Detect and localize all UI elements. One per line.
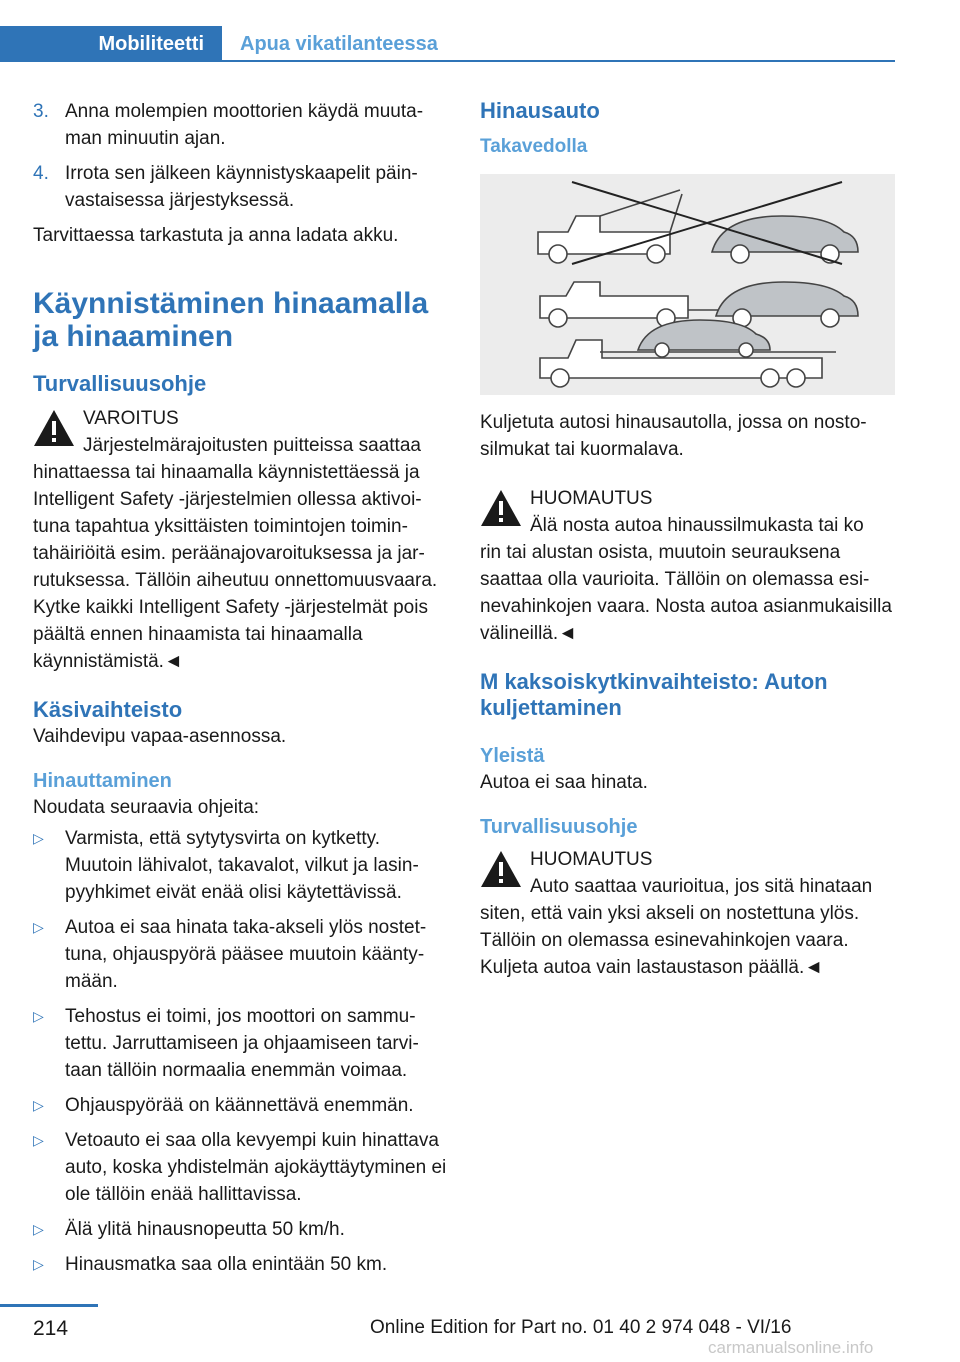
warning-triangle-icon [33, 409, 75, 447]
note-box-2 [480, 846, 895, 981]
tow-truck-heading: Hinausauto [480, 98, 600, 123]
list-item: ▷ Älä ylitä hinausnopeutta 50 km/h. [33, 1219, 345, 1240]
towing-bullet-list [33, 825, 448, 1278]
footer-rule [0, 1304, 98, 1307]
note1-rest: rin tai alustan osista, muutoin seurauksena saattaa olla vaurioita. Tällöin on olemassa esinevahinkojen vaara. Nosta autoa asianmukaisilla välineillä.◄ [480, 542, 892, 644]
tab-mobiliteetti: Mobiliteetti [0, 26, 222, 62]
list-item: ▷ Ohjauspyörää on käännettävä enemmän. [33, 1095, 414, 1116]
towing-illustration [480, 174, 895, 395]
step-3: 3. Anna molempien moottorien käydä muutaman minuutin ajan. [33, 101, 424, 149]
tab-apua-vikatilanteessa: Apua vikatilanteessa [240, 33, 438, 55]
warning-box [33, 405, 448, 675]
left-column [33, 98, 448, 1278]
right-column [480, 98, 895, 981]
general-heading: Yleistä [480, 745, 545, 767]
battery-note: Tarvittaessa tarkastuta ja anna ladata akku. [33, 225, 399, 246]
list-item: ▷ Autoa ei saa hinata taka-akseli ylös nostettuna, ohjauspyörä pääsee muutoin kääntymään. [33, 917, 427, 992]
note2-first: Auto saattaa vaurioitua, jos sitä hinataan [530, 876, 873, 897]
list-item: ▷ Tehostus ei toimi, jos moottori on sammutettu. Jarruttamiseen ja ohjaamiseen tarvitaan tällöin normaalia enemmän voimaa. [33, 1006, 419, 1081]
header-rule [222, 60, 895, 62]
edition-text: Online Edition for Part no. 01 40 2 974 048 - VI/16 [370, 1317, 792, 1338]
general-text: Autoa ei saa hinata. [480, 772, 648, 793]
note1-label: HUOMAUTUS [530, 488, 653, 509]
page-title: Käynnistäminen hinaamalla ja hinaaminen [33, 287, 429, 353]
safety-heading: Turvallisuusohje [33, 371, 207, 396]
note2-label: HUOMAUTUS [530, 849, 653, 870]
watermark: carmanualsonline.info [708, 1338, 874, 1357]
list-item: ▷ Vetoauto ei saa olla kevyempi kuin hinattava auto, koska yhdistelmän ajokäyttäytyminen ei ole tällöin enää hallittavissa. [33, 1130, 447, 1205]
note-box-1 [480, 485, 895, 647]
caution-triangle-icon [480, 850, 522, 888]
warning-label: VAROITUS [83, 408, 179, 429]
list-item: ▷ Varmista, että sytytysvirta on kytketty. Muutoin lähivalot, takavalot, vilkut ja lasinpyyhkimet eivät enää olisi käytettävissä. [33, 828, 419, 903]
step-4: 4. Irrota sen jälkeen käynnistyskaapelit päinvastaisessa järjestyksessä. [33, 163, 418, 211]
rear-drive-heading: Takavedolla [480, 136, 588, 157]
manual-gearbox-text: Vaihdevipu vapaa-asennossa. [33, 726, 287, 747]
section-tabs [0, 26, 895, 62]
page-number: 214 [33, 1317, 69, 1340]
towing-intro: Noudata seuraavia ohjeita: [33, 797, 260, 818]
note2-rest: siten, että vain yksi akseli on nostettuna ylös. Tällöin on olemassa esinevahinkojen vaara. Kuljeta autoa vain lastaustason päällä.◄ [480, 903, 860, 978]
warning-text-first: Järjestelmärajoitusten puitteissa saattaa [83, 435, 421, 456]
manual-gearbox-heading: Käsivaihteisto [33, 697, 183, 722]
warning-text-rest: hinattaessa tai hinaamalla käynnistettäessä ja Intelligent Safety ‑järjestelmien ollessa aktivoituna tapahtua yksittäisten toimintojen toimintahäiriöitä esim. peräänajovaroituksessa ja jarrutuksessa. Tällöin aiheutuu onnettomuusvaara. Kytke kaikki Intelligent Safety ‑järjestelmät pois päältä ennen hinaamista tai hinaamalla käynnistämistä.◄ [33, 462, 438, 672]
caution-triangle-icon [480, 489, 522, 527]
note1-first: Älä nosta autoa hinaussilmukasta tai ko [530, 515, 864, 536]
tow-truck-illustration [480, 174, 895, 395]
safety-heading-2: Turvallisuusohje [480, 816, 638, 838]
dct-heading: M kaksoiskytkinvaihteisto: Auton kuljettaminen [480, 669, 828, 720]
towing-heading: Hinauttaminen [33, 770, 172, 792]
list-item: ▷ Hinausmatka saa olla enintään 50 km. [33, 1254, 388, 1275]
transport-text: Kuljetuta autosi hinausautolla, jossa on nostosilmukat tai kuormalava. [480, 412, 867, 460]
